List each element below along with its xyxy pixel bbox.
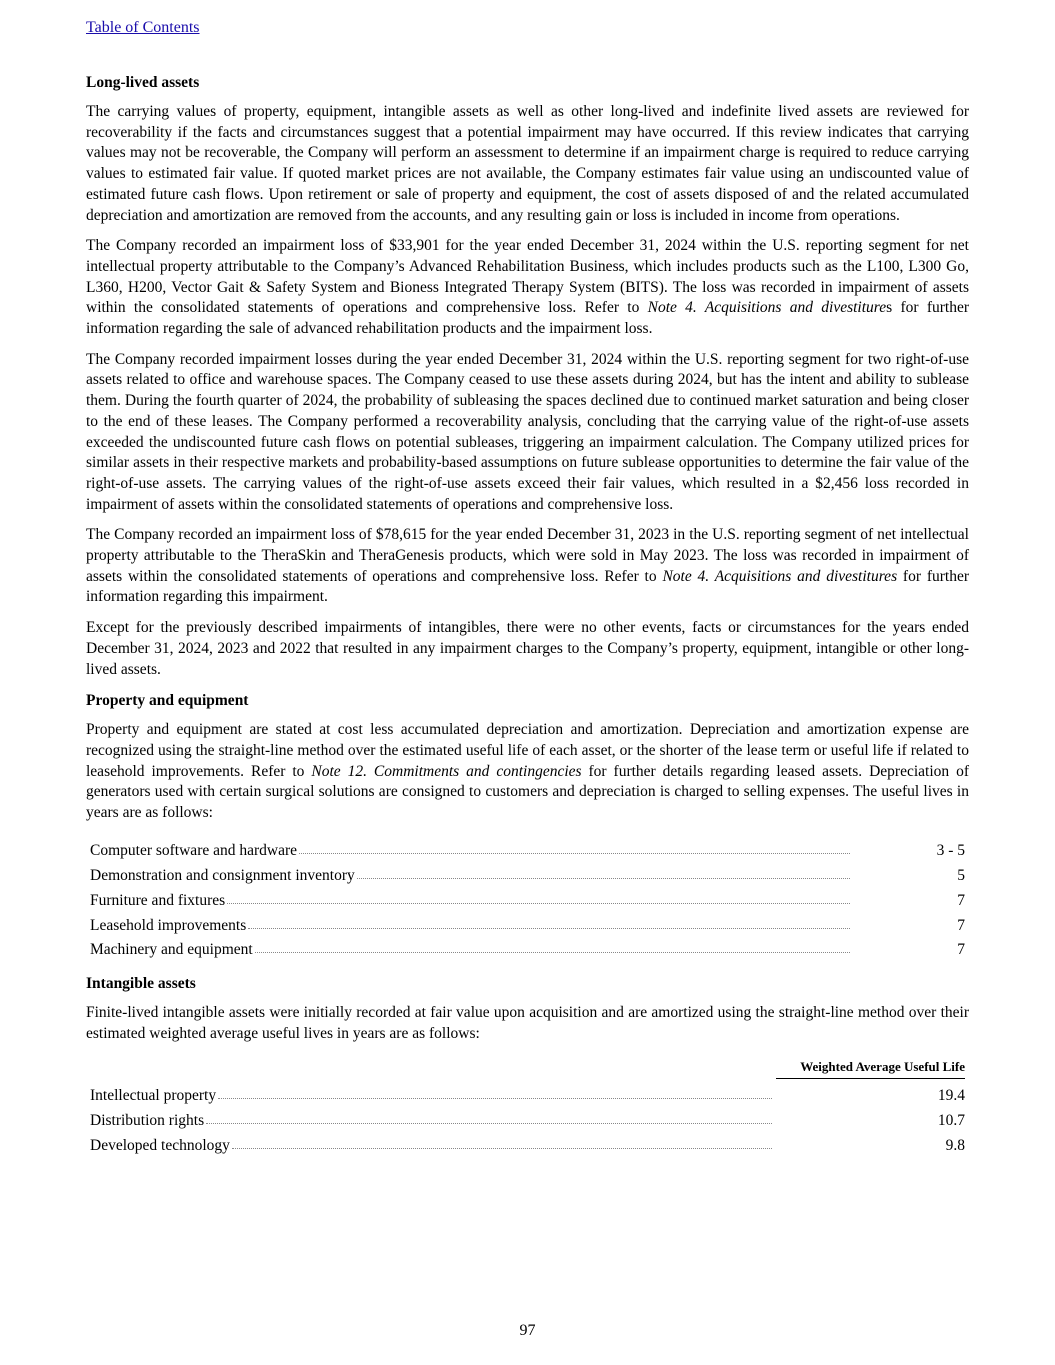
long-lived-paragraph-1: The carrying values of property, equipment, intangible assets as well as other long-lived and indefinite lived assets are reviewed for recoverability if the facts and circumstances suggest that a potential impairment may have occurred. If this review indicates that carrying values may not be recoverable, the Company will perform an assessment to determine if an impairment charge is required to reduce carrying values to estimated fair value. If quoted market prices are not available, the Company estimates fair value using an undiscounted value of estimated future cash flows. Upon retirement or sale of property and equipment, the cost of assets disposed of and the related accumulated depreciation and amortization are removed from the accounts, and any resulting gain or loss is included in income from operations. bbox=[86, 103, 969, 224]
row-value: 10.7 bbox=[937, 1112, 965, 1130]
row-value: 7 bbox=[957, 916, 965, 934]
table-of-contents-link[interactable]: Table of Contents bbox=[86, 19, 200, 36]
long-lived-paragraph-4: The Company recorded an impairment loss of $78,615 for the year ended December 31, 2023 in the U.S. reporting segment of net intellectual property attributable to the TheraSkin and TheraGenesis products, which were sold in May 2023. The loss was recorded in impairment of assets within the consolidated statements of operations and comprehensive loss. Refer to Note 4. Acquisitions and divestitures for further information regarding this impairment. bbox=[86, 526, 969, 606]
property-equipment-heading: Property and equipment bbox=[86, 692, 249, 710]
table-row bbox=[90, 836, 965, 861]
row-value: 7 bbox=[957, 891, 965, 909]
row-label: Computer software and hardware bbox=[90, 842, 298, 860]
intangible-assets-heading: Intangible assets bbox=[86, 975, 196, 993]
long-lived-paragraph-2: The Company recorded an impairment loss of $33,901 for the year ended December 31, 2024 within the U.S. reporting segment for net intellectual property attributable to the Company’s Advanced Rehabilitation Business, which includes products such as the L100, L300 Go, L360, H200, Vector Gait & Safety System and Bioness Integrated Therapy System (BITS). The loss was recorded in impairment of assets within the consolidated statements of operations and comprehensive loss. Refer to Note 4. Acquisitions and divestitures for further information regarding the sale of advanced rehabilitation products and the impairment loss. bbox=[86, 237, 969, 338]
row-value: 3 - 5 bbox=[936, 842, 965, 860]
row-value: 9.8 bbox=[945, 1136, 965, 1154]
note-4-reference: Note 4. Acquisitions and divestiture bbox=[647, 299, 887, 317]
row-label: Intellectual property bbox=[90, 1087, 217, 1105]
intangible-lives-table bbox=[90, 1081, 965, 1155]
note-4-reference: Note 4. Acquisitions and divestitures bbox=[662, 567, 898, 585]
long-lived-assets-heading: Long-lived assets bbox=[86, 74, 200, 91]
long-lived-paragraph-3: The Company recorded impairment losses during the year ended December 31, 2024 within the U.S. reporting segment for two right-of-use assets related to office and warehouse spaces. The Company ceased to use these assets during 2024, but has the intent and ability to sublease them. During the fourth quarter of 2024, the probability of subleasing the spaces declined due to continued market saturation and being closer to the end of these leases. The Company performed a recoverability analysis, concluding that the carrying value of the right-of-use assets exceeded the undiscounted future cash flows on potential subleases, triggering an impairment calculation. The Company utilized prices for similar assets in their respective markets and probability-based assumptions on future sublease opportunities to determine the fair value of the right-of-use assets. The carrying values of the right-of-use assets exceed their fair values, which resulted in a $2,456 loss recorded in impairment of assets within the consolidated statements of operations and comprehensive loss. bbox=[86, 350, 969, 513]
row-label: Distribution rights bbox=[90, 1112, 205, 1130]
row-label: Developed technology bbox=[90, 1136, 230, 1154]
table-row bbox=[90, 910, 965, 935]
page-number: 97 bbox=[519, 1322, 536, 1339]
long-lived-paragraph-5: Except for the previously described impairments of intangibles, there were no other events, facts or circumstances for the years ended December 31, 2024, 2023 and 2022 that resulted in any impairment charges to the Company’s property, equipment, intangible or other long-lived assets. bbox=[86, 619, 969, 678]
row-label: Furniture and fixtures bbox=[90, 891, 226, 909]
weighted-average-column-header: Weighted Average Useful Life bbox=[86, 1059, 965, 1079]
row-value: 5 bbox=[957, 867, 965, 885]
note-12-reference: Note 12. Commitments and contingencies bbox=[311, 762, 582, 780]
table-row bbox=[90, 1081, 965, 1106]
intangible-assets-paragraph: Finite-lived intangible assets were initially recorded at fair value upon acquisition and are amortized using the straight-line method over their estimated weighted average useful lives in years are as follows: bbox=[86, 1004, 969, 1042]
row-value: 19.4 bbox=[937, 1087, 965, 1105]
table-row bbox=[90, 1105, 965, 1130]
row-label: Machinery and equipment bbox=[90, 941, 253, 959]
property-equipment-paragraph: Property and equipment are stated at cost less accumulated depreciation and amortization. Depreciation and amortization expense are recognized using the straight-line method over the estimated useful life of each asset, or the shorter of the lease term or useful life if related to leasehold improvements. Refer to Note 12. Commitments and contingencies for further details regarding leased assets. Depreciation of generators used with certain surgical solutions are consigned to customers and depreciation is charged to selling expenses. The useful lives in years are as follows: bbox=[86, 721, 969, 822]
row-label: Leasehold improvements bbox=[90, 916, 247, 934]
table-row bbox=[90, 885, 965, 910]
table-row bbox=[90, 1130, 965, 1155]
page-content bbox=[86, 72, 969, 1169]
row-label: Demonstration and consignment inventory bbox=[90, 867, 355, 885]
useful-lives-table bbox=[90, 836, 965, 959]
row-value: 7 bbox=[957, 941, 965, 959]
table-row bbox=[90, 935, 965, 960]
table-row bbox=[90, 860, 965, 885]
